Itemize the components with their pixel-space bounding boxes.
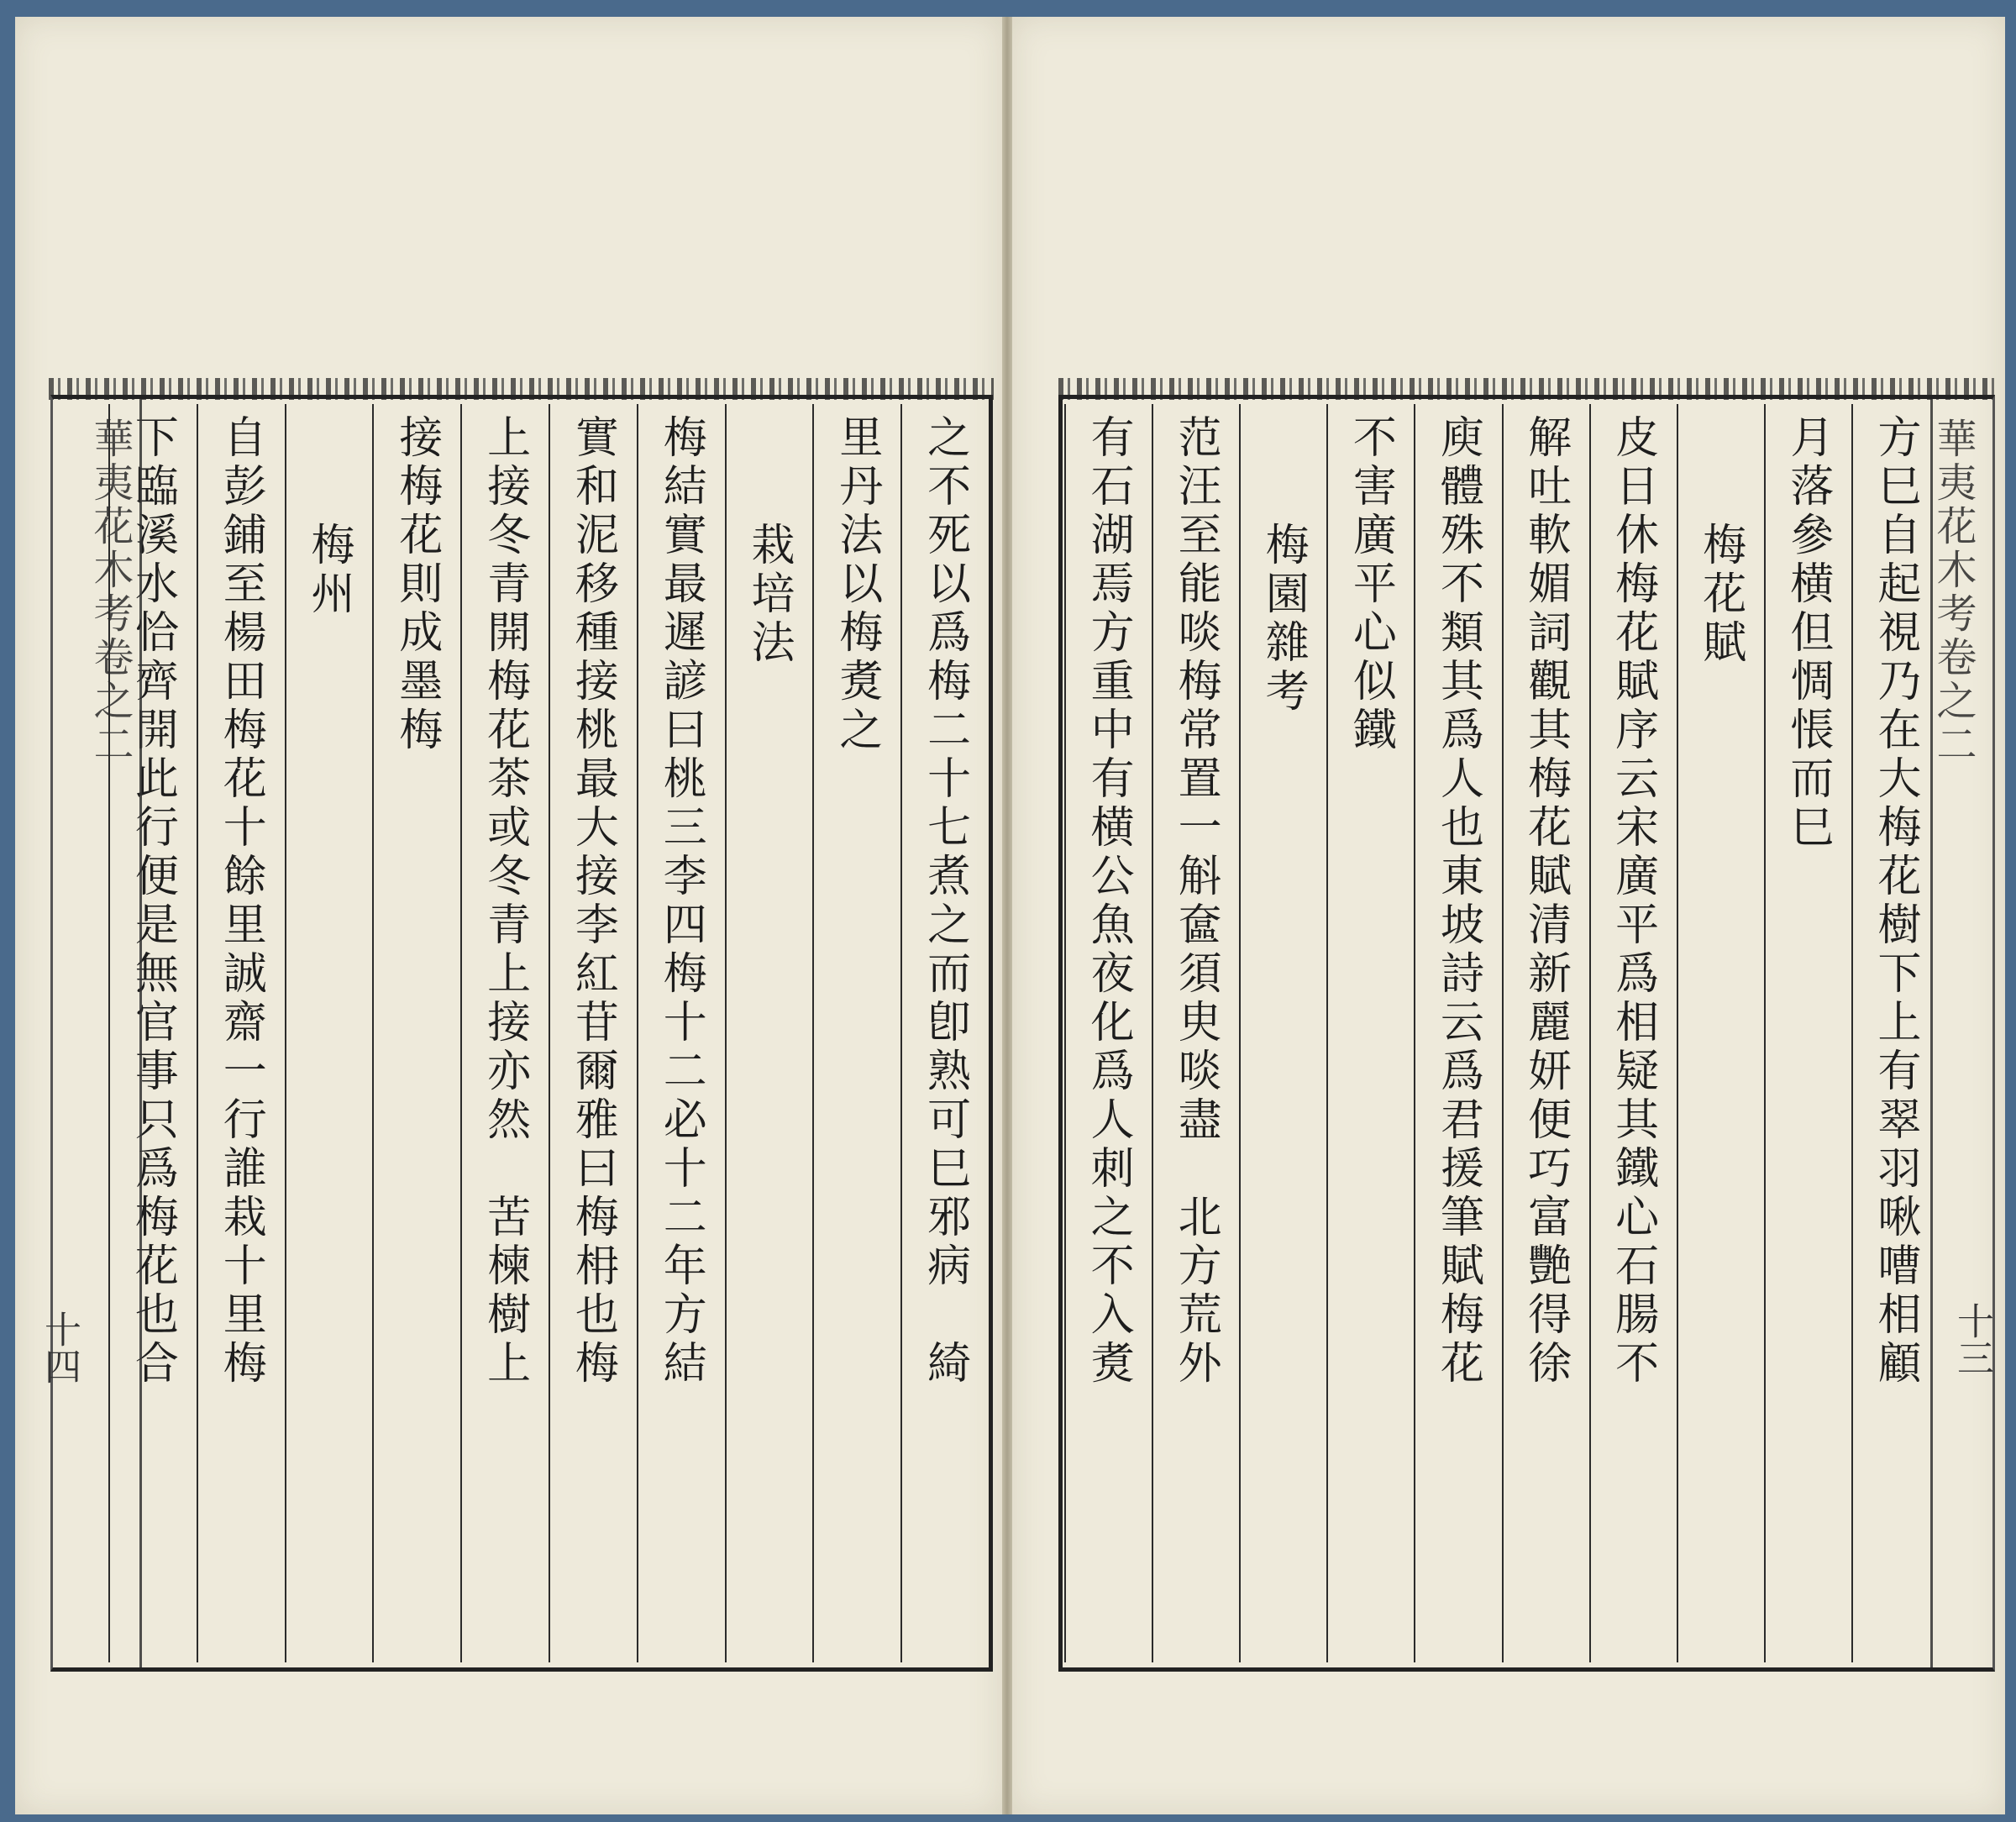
column-text: 梅結實最遲諺曰桃三李四梅十二必十二年方結	[655, 414, 706, 1389]
left-columns	[53, 399, 989, 1667]
column-text: 不害廣平心似鐵	[1345, 414, 1396, 755]
column-text: 皮日休梅花賦序云宋廣平爲相疑其鐵心石腸不	[1607, 414, 1658, 1389]
column-text: 實和泥移種接桃最大接李紅苷爾雅曰梅枏也梅	[567, 414, 618, 1389]
column-text: 有石湖焉方重中有横公魚夜化爲人刺之不入煑	[1083, 414, 1134, 1389]
left-folio: 十四	[38, 1310, 81, 1384]
column-text: 上接冬青開梅花茶或冬青上接亦然 苦楝樹上	[479, 414, 530, 1389]
margin-title: 華夷花木考卷之二	[90, 399, 142, 1667]
text-column	[372, 404, 460, 1662]
text-column	[1326, 404, 1414, 1662]
text-column	[1502, 404, 1589, 1662]
column-text: 之不死以爲梅二十七煮之而卽熟可巳邪病 綺	[919, 414, 970, 1389]
column-text: 梅州	[303, 522, 354, 619]
text-column	[725, 404, 813, 1662]
right-text-frame	[1058, 395, 1995, 1672]
text-column	[1414, 404, 1501, 1662]
text-column	[1152, 404, 1239, 1662]
column-text: 庾體殊不類其爲人也東坡詩云爲君援筆賦梅花	[1432, 414, 1483, 1389]
column-text: 自彭鋪至楊田梅花十餘里誠齋一行誰栽十里梅	[215, 414, 266, 1389]
column-text: 月落參横但惆悵而巳	[1782, 414, 1833, 853]
right-columns	[1063, 399, 1992, 1667]
column-text: 下臨溪水恰齊開此行便是無官事只爲梅花也合	[127, 414, 178, 1389]
text-column	[1677, 404, 1764, 1662]
column-text: 里丹法以梅煑之	[831, 414, 882, 755]
text-column	[1764, 404, 1851, 1662]
text-column	[812, 404, 900, 1662]
column-text: 解吐軟媚詞觀其梅花賦清新麗妍便巧富艷得徐	[1520, 414, 1571, 1389]
text-column	[1239, 404, 1326, 1662]
text-column	[460, 404, 549, 1662]
text-column	[1064, 404, 1152, 1662]
margin-title: 華夷花木考卷之二	[1930, 399, 1982, 1667]
column-text: 梅園雜考	[1257, 522, 1309, 717]
text-column	[197, 404, 285, 1662]
column-text: 栽培法	[743, 522, 795, 668]
text-column	[549, 404, 637, 1662]
text-column	[1589, 404, 1677, 1662]
column-text: 梅花賦	[1694, 522, 1746, 668]
left-page	[15, 17, 1002, 1814]
right-page	[1012, 17, 2005, 1814]
left-text-frame	[50, 395, 993, 1672]
column-text: 方巳自起視乃在大梅花樹下上有翠羽啾嘈相顧	[1869, 414, 1920, 1389]
text-column	[900, 404, 989, 1662]
text-column	[637, 404, 725, 1662]
text-column	[285, 404, 373, 1662]
column-text: 范汪至能啖梅常置一斛奩須㬰啖盡 北方荒外	[1170, 414, 1221, 1389]
right-folio: 十三	[1950, 1302, 1993, 1376]
column-text: 接梅花則成墨梅	[391, 414, 442, 755]
